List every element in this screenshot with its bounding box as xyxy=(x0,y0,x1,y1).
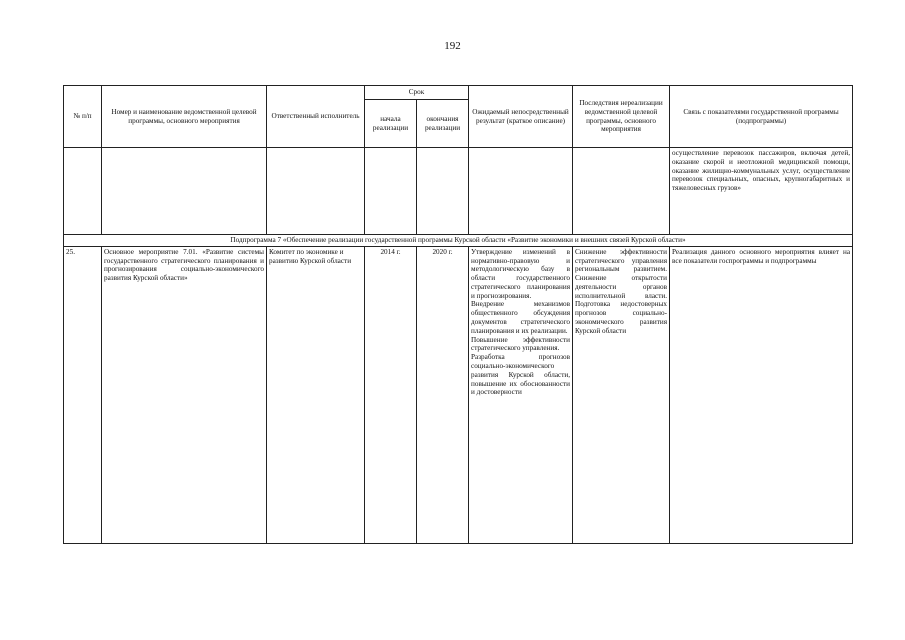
continuation-row xyxy=(64,148,853,235)
empty-cell xyxy=(573,148,670,235)
row-consequences: Снижение эффективности стратегического управления региональным развитием. Снижение открытости деятельности органов исполнительной власти. Подготовка недостоверных прогнозов социально-экономического развития Курской области xyxy=(573,246,670,543)
empty-cell xyxy=(102,148,267,235)
header-consequences: Последствия нереализации ведомственной целевой программы, основного мероприятия xyxy=(573,86,670,148)
expected-item-2: Внедрение механизмов общественного обсуждения документов стратегического планирования и их реализации. xyxy=(471,300,571,335)
empty-cell xyxy=(365,148,417,235)
header-term-end: окончания реализации xyxy=(417,100,469,148)
subprogram-row xyxy=(64,235,853,247)
table-row xyxy=(64,246,853,543)
expected-item-3: Повышение эффективности стратегического управления. xyxy=(471,335,571,353)
header-term-start: начала реализации xyxy=(365,100,417,148)
expected-item-4: Разработка прогнозов социально-экономического развития Курской области, повышение их обоснованности и достоверности xyxy=(471,353,571,397)
header-term: Срок xyxy=(365,86,469,100)
empty-cell xyxy=(469,148,573,235)
continuation-link-text: осуществление перевозок пассажиров, включая детей, оказание скорой и неотложной медицинской помощи, оказание жилищно-коммунальных услуг, осуществление перевозок специальных, опасных, крупногабаритных и тяжеловесных грузов» xyxy=(670,148,853,235)
row-num: 25. xyxy=(64,246,102,543)
row-expected xyxy=(469,246,573,543)
program-table xyxy=(63,85,853,544)
header-name: Номер и наименование ведомственной целевой программы, основного мероприятия xyxy=(102,86,267,148)
row-start: 2014 г. xyxy=(365,246,417,543)
subprogram-title: Подпрограмма 7 «Обеспечение реализации государственной программы Курской области «Развитие экономики и внешних связей Курской области» xyxy=(64,235,853,247)
page-number: 192 xyxy=(444,40,461,52)
header-num: № п/п xyxy=(64,86,102,148)
row-name: Основное мероприятие 7.01. «Развитие системы государственного стратегического планирования и прогнозирования социально-экономического развития Курской области» xyxy=(102,246,267,543)
header-responsible: Ответственный исполнитель xyxy=(267,86,365,148)
row-responsible: Комитет по экономике и развитию Курской области xyxy=(267,246,365,543)
empty-cell xyxy=(64,148,102,235)
empty-cell xyxy=(417,148,469,235)
header-expected: Ожидаемый непосредственный результат (краткое описание) xyxy=(469,86,573,148)
expected-item-1: Утверждение изменений в нормативно-правовую и методологическую базу в области государственного стратегического планирования и прогнозирования. xyxy=(471,247,571,300)
row-link: Реализация данного основного мероприятия влияет на все показатели госпрограммы и подпрограммы xyxy=(670,246,853,543)
row-end: 2020 г. xyxy=(417,246,469,543)
header-link: Связь с показателями государственной программы (подпрограммы) xyxy=(670,86,853,148)
empty-cell xyxy=(267,148,365,235)
